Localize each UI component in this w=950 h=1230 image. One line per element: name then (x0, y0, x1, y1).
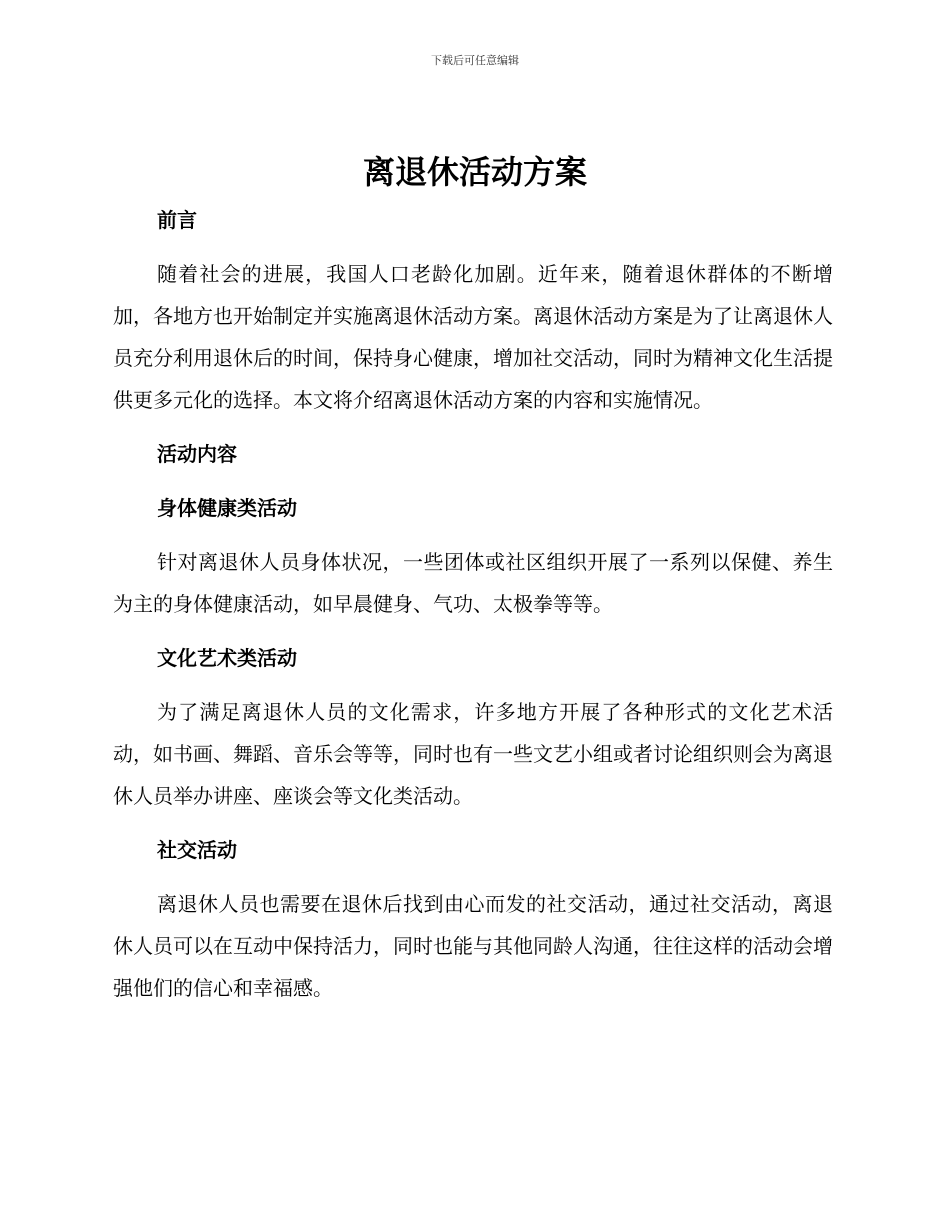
document-body (113, 199, 833, 1009)
page-header-note: 下载后可任意编辑 (431, 54, 519, 67)
culture-activities-heading: 文化艺术类活动 (157, 646, 297, 670)
social-activities-paragraph: 离退休人员也需要在退休后找到由心而发的社交活动，通过社交活动，离退休人员可以在互动中保持活力，同时也能与其他同龄人沟通，往往这样的活动会增强他们的信心和幸福感。 (113, 892, 833, 1000)
preface-heading: 前言 (157, 208, 197, 232)
content-heading: 活动内容 (157, 442, 237, 466)
social-activities-heading: 社交活动 (157, 838, 237, 862)
health-activities-paragraph: 针对离退休人员身体状况，一些团体或社区组织开展了一系列以保健、养生为主的身体健康活动，如早晨健身、气功、太极拳等等。 (113, 550, 833, 616)
culture-activities-paragraph: 为了满足离退休人员的文化需求，许多地方开展了各种形式的文化艺术活动，如书画、舞蹈、音乐会等等，同时也有一些文艺小组或者讨论组织则会为离退休人员举办讲座、座谈会等文化类活动。 (113, 700, 833, 808)
preface-paragraph: 随着社会的进展，我国人口老龄化加剧。近年来，随着退休群体的不断增加，各地方也开始制定并实施离退休活动方案。离退休活动方案是为了让离退休人员充分利用退休后的时间，保持身心健康，增加社交活动，同时为精神文化生活提供更多元化的选择。本文将介绍离退休活动方案的内容和实施情况。 (113, 262, 833, 412)
health-activities-heading: 身体健康类活动 (157, 496, 297, 520)
document-title: 离退休活动方案 (362, 153, 587, 191)
